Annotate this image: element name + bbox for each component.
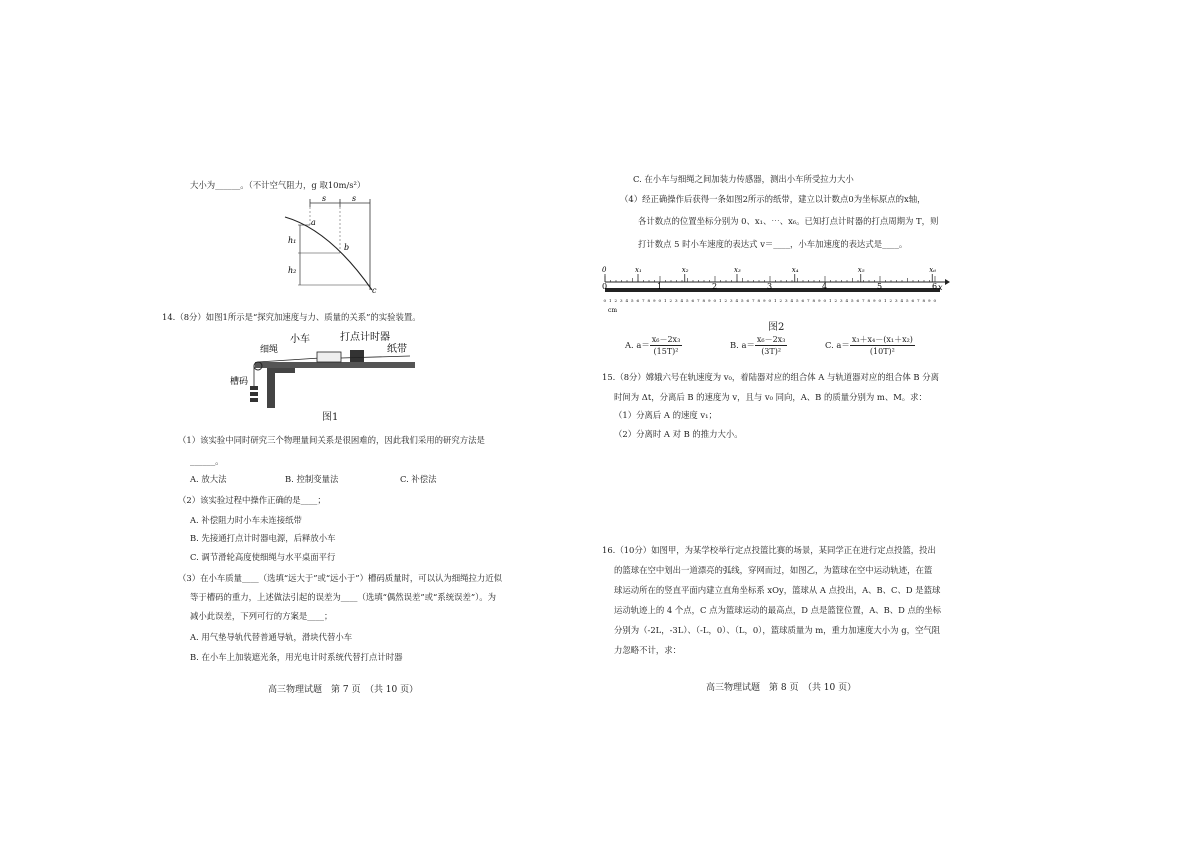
ruler-axis-label: x [938, 283, 943, 292]
ruler-mm-label: 0 [878, 298, 882, 303]
ruler-number-label: 0 [602, 282, 608, 291]
ruler-mm-label: 5 [851, 298, 854, 303]
ruler-mm-label: 2 [779, 298, 783, 303]
ruler-mm-label: 4 [845, 298, 849, 303]
ruler-mm-label: 9 [873, 298, 876, 303]
ruler-mm-label: 8 [812, 298, 816, 303]
fig-label-c: c [372, 286, 377, 295]
fig-label-b: b [344, 243, 350, 252]
q15-line1: 15.（8分）嫦娥六号在轨速度为 v₀，着陆器对应的组合体 A 与轨道器对应的组合体 B 分离 [602, 372, 939, 382]
ruler-position-label: x₆ [929, 266, 937, 274]
formula-option-b [730, 334, 787, 357]
fig1-label-weight: 槽码 [230, 377, 249, 387]
ruler-mm-label: 1 [719, 298, 722, 303]
ruler-mm-label: 6 [746, 298, 750, 303]
q14-1-option-b: B. 控制变量法 [285, 474, 339, 484]
ruler-number-label: 3 [767, 282, 773, 291]
ruler-mm-label: 9 [653, 298, 656, 303]
formula-c-num: x₃＋x₄－(x₁＋x₂) [851, 335, 913, 344]
ruler-mm-label: 6 [636, 298, 640, 303]
ruler-mm-label: 1 [609, 298, 612, 303]
ruler-mm-label: 2 [669, 298, 673, 303]
formula-a-prefix: A. a＝ [625, 340, 650, 350]
q14-3-option-c: C. 在小车与细绳之间加装力传感器，测出小车所受拉力大小 [633, 174, 854, 184]
q16-line1: 16.（10分）如图甲，为某学校举行定点投篮比赛的场景，某同学正在进行定点投篮，投出 [602, 545, 936, 555]
ruler-mm-label: 5 [631, 298, 634, 303]
ruler-mm-label: 0 [713, 298, 717, 303]
ruler-mm-label: 2 [724, 298, 728, 303]
ruler-mm-label: 6 [801, 298, 805, 303]
ruler-mm-label: 3 [895, 298, 898, 303]
q16-line5: 分别为（-2L，-3L）、（-L，0）、（L，0），篮球质量为 m，重力加速度大小为 g，空气阻 [614, 625, 941, 635]
ruler-position-label: x₅ [857, 266, 865, 274]
fig2-caption: 图2 [768, 322, 785, 333]
ruler-mm-label: 5 [686, 298, 689, 303]
ruler-mm-label: 2 [834, 298, 838, 303]
ruler-mm-label: 5 [906, 298, 909, 303]
q14-2: （2）该实验过程中操作正确的是____； [178, 495, 326, 505]
q15-line2: 时间为 Δt，分离后 B 的速度为 v，且与 v₀ 同向，A、B 的质量分别为 m、M。求： [614, 392, 927, 402]
q14-3-option-b: B. 在小车上加装遮光条，用光电计时系统代替打点计时器 [190, 652, 403, 662]
fig1-caption: 图1 [322, 412, 339, 423]
ruler-position-label: 0 [602, 266, 607, 274]
q14-3-line2: 等于槽码的重力，上述做法引起的误差为____（选填“偶然误差”或“系统误差”）。为 [190, 592, 497, 602]
q14-4-line3: 打计数点 5 时小车速度的表达式 v＝____，小车加速度的表达式是____。 [638, 239, 908, 249]
ruler-number-label: 2 [712, 282, 718, 291]
ruler-mm-label: 4 [735, 298, 739, 303]
right-page [600, 0, 1200, 848]
ruler-mm-label: 9 [708, 298, 711, 303]
ruler-mm-label: 3 [840, 298, 843, 303]
trajectory-figure [280, 195, 390, 295]
ruler-mm-label: 7 [862, 298, 865, 303]
q16-line6: 力忽略不计，求： [614, 645, 681, 655]
ruler-mm-label: 6 [911, 298, 915, 303]
ruler-mm-label: 8 [647, 298, 651, 303]
ruler-mm-label: 3 [620, 298, 623, 303]
q14-2-option-c: C. 调节滑轮高度使细绳与水平桌面平行 [190, 552, 336, 562]
ruler-mm-label: 8 [867, 298, 871, 303]
ruler-mm-label: 0 [933, 298, 937, 303]
ruler-mm-label: 0 [603, 298, 607, 303]
fig-label-h1: h₁ [288, 236, 297, 245]
fig1-label-rope: 细绳 [260, 345, 279, 355]
ruler-mm-label: 9 [818, 298, 821, 303]
fig1-label-timer: 打点计时器 [340, 332, 390, 343]
formula-a-num: x₆－2x₃ [651, 335, 681, 344]
formula-b-den: (3T)² [761, 347, 782, 356]
ruler-mm-label: 9 [928, 298, 931, 303]
ruler-mm-label: 4 [790, 298, 794, 303]
ruler-mm-label: 0 [768, 298, 772, 303]
ruler-mm-label: 5 [796, 298, 799, 303]
ruler-mm-label: 4 [900, 298, 904, 303]
ruler-number-label: 1 [657, 282, 663, 291]
ruler-mm-label: 1 [774, 298, 777, 303]
fig1-label-cart: 小车 [290, 334, 310, 345]
ruler-mm-label: 2 [614, 298, 618, 303]
fig-label-s2: s [352, 195, 357, 203]
ruler-mm-label: 7 [807, 298, 810, 303]
q14-2-option-a: A. 补偿阻力时小车未连接纸带 [190, 515, 302, 525]
ruler-mm-label: 3 [785, 298, 788, 303]
ruler-mm-label: 6 [856, 298, 860, 303]
formula-b-prefix: B. a＝ [730, 340, 755, 350]
q14-3-option-a: A. 用气垫导轨代替普通导轨，滑块代替小车 [190, 632, 353, 642]
ruler-number-label: 4 [822, 282, 828, 291]
ruler-mm-label: 0 [823, 298, 827, 303]
ruler-position-label: x₃ [734, 266, 741, 274]
ruler-position-label: x₁ [635, 266, 642, 274]
ruler-mm-label: 0 [658, 298, 662, 303]
q16-line2: 的篮球在空中划出一道漂亮的弧线，穿网而过，如图乙，为篮球在空中运动轨迹，在篮 [614, 565, 933, 575]
right-page-footer: 高三物理试题 第 8 页 （共 10 页） [706, 683, 857, 693]
fig-label-a: a [311, 218, 316, 227]
fig-label-s1: s [322, 195, 327, 203]
left-top-line: 大小为______。（不计空气阻力，g 取10m/s²） [190, 180, 366, 190]
ruler-number-label: 6 [932, 282, 938, 291]
q14-1: （1）该实验中同时研究三个物理量间关系是很困难的，因此我们采用的研究方法是 [178, 435, 485, 445]
q14-1-option-c: C. 补偿法 [400, 474, 437, 484]
formula-a-den: (15T)² [653, 347, 679, 356]
ruler-mm-label: 2 [889, 298, 893, 303]
q14-4-line1: （4）经正确操作后获得一条如图2所示的纸带，建立以计数点0为坐标原点的x轴， [620, 194, 926, 204]
ruler-mm-label: 7 [697, 298, 700, 303]
q14-4-line2: 各计数点的位置坐标分别为 0、x₁、⋯、x₆。已知打点计时器的打点周期为 T，则 [638, 216, 939, 226]
ruler-mm-label: 3 [675, 298, 678, 303]
ruler-mm-label: 1 [829, 298, 832, 303]
formula-c-prefix: C. a＝ [825, 340, 850, 350]
ruler-mm-label: 7 [917, 298, 920, 303]
ruler-unit-label: cm [608, 307, 618, 314]
q15-sub1: （1）分离后 A 的速度 v₁； [614, 410, 717, 420]
formula-c-den: (10T)² [869, 347, 895, 356]
q14-3-line3: 减小此误差，下列可行的方案是____； [190, 611, 333, 621]
ruler-mm-label: 1 [664, 298, 667, 303]
formula-b-num: x₆－2x₃ [756, 335, 786, 344]
q14-1-option-a: A. 放大法 [190, 474, 227, 484]
ruler-number-label: 5 [877, 282, 883, 291]
ruler-mm-label: 7 [752, 298, 755, 303]
q16-line4: 运动轨迹上的 4 个点，C 点为篮球运动的最高点，D 点是篮筐位置，A、B、D 点的坐标 [614, 605, 942, 615]
ruler-mm-label: 3 [730, 298, 733, 303]
fig1-label-tape: 纸带 [387, 344, 407, 355]
ruler-mm-label: 8 [922, 298, 926, 303]
ruler-mm-label: 1 [884, 298, 887, 303]
left-page-footer: 高三物理试题 第 7 页 （共 10 页） [268, 685, 419, 695]
q14-3-line1: （3）在小车质量____（选填“远大于”或“远小于”）槽码质量时，可以认为细绳拉力近似 [178, 573, 502, 583]
q15-sub2: （2）分离时 A 对 B 的推力大小。 [614, 429, 743, 439]
ruler-position-label: x₄ [791, 266, 799, 274]
apparatus-figure [225, 328, 425, 410]
q14-1-blank: ______。 [190, 456, 224, 466]
tape-ruler-figure [600, 262, 950, 322]
q14-2-option-b: B. 先接通打点计时器电源，后释放小车 [190, 533, 336, 543]
ruler-position-label: x₂ [681, 266, 689, 274]
fig-label-h2: h₂ [288, 266, 297, 275]
ruler-mm-label: 4 [680, 298, 684, 303]
ruler-mm-label: 8 [757, 298, 761, 303]
q16-line3: 球运动所在的竖直平面内建立直角坐标系 xOy，篮球从 A 点投出，A、B、C、D 是篮球 [614, 585, 941, 595]
formula-option-c [825, 334, 915, 357]
q14-title: 14.（8分）如图1所示是“探究加速度与力、质量的关系”的实验装置。 [162, 312, 421, 322]
ruler-mm-label: 5 [741, 298, 744, 303]
ruler-mm-label: 9 [763, 298, 766, 303]
formula-option-a [625, 334, 682, 357]
ruler-mm-label: 4 [625, 298, 629, 303]
ruler-mm-label: 8 [702, 298, 706, 303]
ruler-mm-label: 6 [691, 298, 695, 303]
ruler-mm-label: 7 [642, 298, 645, 303]
